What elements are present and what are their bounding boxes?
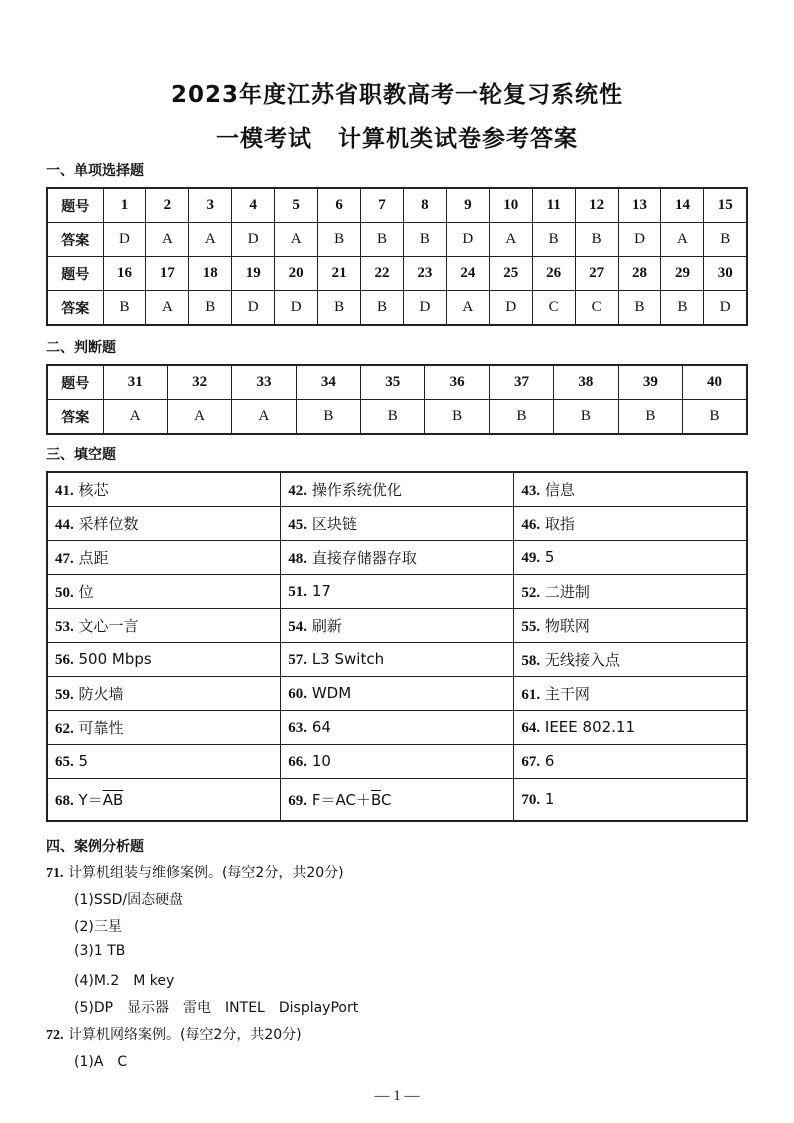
question-number: 32 [167,365,231,400]
fill-answer: 位 [73,583,94,601]
answer-cell: D [618,223,661,257]
fill-cell [281,711,514,745]
fill-number: 62. [55,721,74,737]
fill-cell [47,677,281,711]
question-number: 24 [446,257,489,291]
fill-answer: 操作系统优化 [307,481,402,499]
fill-answer: 区块链 [307,515,357,533]
fill-cell [281,575,514,609]
question-number: 27 [575,257,618,291]
answer-cell: B [425,400,489,435]
fill-cell: 69. $F=AC+\overline{B}C$ [281,779,514,822]
answer-cell: C [575,291,618,326]
answer-cell: B [318,223,361,257]
answer-cell: B [189,291,232,326]
fill-number: 64. [521,720,541,736]
fill-number: 42. [288,483,308,499]
fill-answer: 主干网 [540,685,590,703]
title-subject: 计算机类试卷参考答案 [338,126,578,152]
question-number: 23 [403,257,446,291]
answer-cell: B [554,400,618,435]
fill-number: 43. [521,483,541,499]
question-number: 18 [189,257,232,291]
question-number: 19 [232,257,275,291]
question-number: 33 [232,365,296,400]
overline-expression: $\overline{AB}$ [102,791,124,809]
fill-answer: 核芯 [73,481,109,499]
case-analysis-answers [46,862,746,1078]
fill-number: 41. [55,483,74,499]
fill-number: 67. [521,754,541,770]
question-number: 40 [683,365,747,400]
question-number: 36 [425,365,489,400]
fill-answer: 6 [540,752,555,770]
question-number: 25 [489,257,532,291]
case-71-title: 71. 计算机组装与维修案例。(每空2分，共20分) [46,865,344,881]
fill-cell [281,677,514,711]
fill-row [47,575,747,609]
question-number: 34 [296,365,360,400]
fill-answer: L3 Switch [307,650,385,668]
fill-cell [47,507,281,541]
fill-row [47,609,747,643]
question-number: 13 [618,188,661,223]
fill-answer: 64 [307,718,331,736]
case-answer-item: (4)M.2 M key [74,973,175,989]
fill-answer: 取指 [540,515,575,533]
answer-cell: B [618,400,682,435]
fill-number: 60. [288,686,308,702]
fill-cell [47,575,281,609]
answer-cell: A [446,291,489,326]
answer-cell: B [683,400,747,435]
fill-row [47,643,747,677]
fill-number: 66. [288,754,308,770]
answer-cell: B [489,400,553,435]
page-title-line1: 2023年度江苏省职教高考一轮复习系统性 [170,82,623,108]
answer-cell: D [446,223,489,257]
fill-number: 56. [55,652,74,668]
question-number: 6 [318,188,361,223]
answer-cell: D [232,291,275,326]
question-number: 26 [532,257,575,291]
question-number: 31 [103,365,167,400]
fill-cell [281,472,514,507]
page-title-line2 [0,120,794,153]
fill-cell [47,541,281,575]
fill-number: 50. [55,585,74,601]
fill-answer: 文心一言 [73,617,139,635]
answer-cell: A [189,223,232,257]
fill-number: 59. [55,687,74,703]
fill-cell [514,575,747,609]
answer-cell: D [232,223,275,257]
row-label-number: 题号 [47,257,103,291]
fill-number: 63. [288,720,308,736]
question-number: 10 [489,188,532,223]
question-number: 22 [361,257,404,291]
answer-cell: A [489,223,532,257]
fill-row [47,745,747,779]
answer-cell: B [318,291,361,326]
fill-cell: 68. $Y=\overline{AB}$ [47,779,281,822]
answer-cell: A [232,400,296,435]
question-number: 5 [275,188,318,223]
fill-cell [514,711,747,745]
fill-row [47,507,747,541]
case-answer-item: (2)三星 [74,919,122,935]
fill-number: 52. [521,585,541,601]
fill-number: 54. [288,619,308,635]
row-label-number: 题号 [47,188,103,223]
fill-answer: 可靠性 [73,719,124,737]
answer-cell: D [704,291,747,326]
fill-number: 53. [55,619,74,635]
case-72-title: 72. 计算机网络案例。(每空2分，共20分) [46,1027,302,1043]
answer-cell: B [532,223,575,257]
answer-cell: D [275,291,318,326]
answer-row [47,291,747,326]
case-answer-item: (3)1 TB [74,943,126,959]
question-number: 37 [489,365,553,400]
section-case-analysis: 四、案例分析题 [46,839,144,855]
section-single-choice: 一、单项选择题 [46,163,144,179]
answer-cell: B [575,223,618,257]
fill-row [47,711,747,745]
fill-answer: 防火墙 [73,685,124,703]
page-number: — 1 — [374,1088,420,1104]
fill-answer: 点距 [73,549,109,567]
question-number: 2 [146,188,189,223]
fill-number: 65. [55,754,74,770]
question-number: 12 [575,188,618,223]
fill-number: 49. [521,550,541,566]
fill-row [47,779,747,822]
answer-cell: B [103,291,146,326]
answer-cell: B [661,291,704,326]
fill-answer: 直接存储器存取 [307,549,417,567]
question-number: 8 [403,188,446,223]
fill-cell: 70. 1 [514,779,747,822]
case-answer-item: (1)SSD/固态硬盘 [74,892,184,908]
true-false-table [46,364,748,435]
question-number: 11 [532,188,575,223]
question-number: 15 [704,188,747,223]
answer-cell: B [618,291,661,326]
question-number: 9 [446,188,489,223]
overline-expression: $\overline{B}$ [370,791,381,809]
answer-cell: B [361,400,425,435]
fill-cell [47,745,281,779]
fill-answer: 二进制 [540,583,590,601]
answer-cell: B [704,223,747,257]
answer-cell: D [103,223,146,257]
fill-cell [47,643,281,677]
fill-cell [47,609,281,643]
question-number: 17 [146,257,189,291]
question-number: 38 [554,365,618,400]
question-number: 16 [103,257,146,291]
fill-number: 45. [288,517,308,533]
question-number: 1 [103,188,146,223]
fill-cell [514,609,747,643]
number-row [47,257,747,291]
answer-cell: B [361,223,404,257]
single-choice-table [46,187,748,326]
answer-cell: D [403,291,446,326]
question-number: 7 [361,188,404,223]
fill-number: 47. [55,551,74,567]
fill-answer: WDM [307,684,352,702]
fill-number: 46. [521,517,541,533]
fill-answer: 500 Mbps [73,650,152,668]
answer-cell: D [489,291,532,326]
answer-cell: B [403,223,446,257]
fill-cell [281,745,514,779]
fill-answer: 无线接入点 [540,651,620,669]
fill-answer: IEEE 802.11 [540,718,636,736]
fill-cell [47,472,281,507]
fill-cell [281,609,514,643]
fill-cell [514,472,747,507]
question-number: 28 [618,257,661,291]
row-label-answer: 答案 [47,400,103,435]
number-row [47,365,747,400]
fill-cell [514,643,747,677]
question-number: 4 [232,188,275,223]
section-fill-blank: 三、填空题 [46,447,116,463]
fill-number: 51. [288,584,308,600]
fill-cell [281,507,514,541]
section-true-false: 二、判断题 [46,340,116,356]
answer-cell: A [167,400,231,435]
answer-row [47,223,747,257]
answer-cell: A [275,223,318,257]
fill-number: 57. [288,652,308,668]
fill-cell [514,507,747,541]
fill-number: 58. [521,653,541,669]
fill-answer: 物联网 [540,617,590,635]
row-label-number: 题号 [47,365,103,400]
fill-answer: 5 [73,752,89,770]
fill-row [47,677,747,711]
answer-cell: A [103,400,167,435]
case-answer-item: (5)DP 显示器 雷电 INTEL DisplayPort [74,1000,359,1016]
fill-answer: 5 [540,548,555,566]
fill-blank-table [46,471,748,822]
title-exam: 一模考试 [216,126,312,152]
question-number: 3 [189,188,232,223]
fill-cell [47,711,281,745]
question-number: 20 [275,257,318,291]
number-row [47,188,747,223]
row-label-answer: 答案 [47,291,103,326]
fill-answer: 刷新 [307,617,342,635]
fill-number: 44. [55,517,74,533]
fill-answer: 10 [307,752,331,770]
fill-answer: 信息 [540,481,575,499]
answer-row [47,400,747,435]
fill-answer: 17 [307,582,331,600]
fill-cell [281,643,514,677]
case-answer-item: (1)A C [74,1054,128,1070]
fill-answer: 采样位数 [73,515,139,533]
fill-number: 48. [288,551,308,567]
question-number: 35 [361,365,425,400]
fill-row [47,541,747,575]
question-number: 39 [618,365,682,400]
row-label-answer: 答案 [47,223,103,257]
question-number: 29 [661,257,704,291]
answer-cell: A [146,223,189,257]
question-number: 21 [318,257,361,291]
question-number: 30 [704,257,747,291]
fill-cell [514,677,747,711]
fill-row [47,472,747,507]
answer-cell: B [296,400,360,435]
fill-cell [514,541,747,575]
fill-cell [514,745,747,779]
fill-number: 61. [521,687,541,703]
answer-cell: B [361,291,404,326]
answer-cell: A [146,291,189,326]
answer-cell: A [661,223,704,257]
question-number: 14 [661,188,704,223]
fill-number: 55. [521,619,541,635]
answer-cell: C [532,291,575,326]
fill-cell [281,541,514,575]
